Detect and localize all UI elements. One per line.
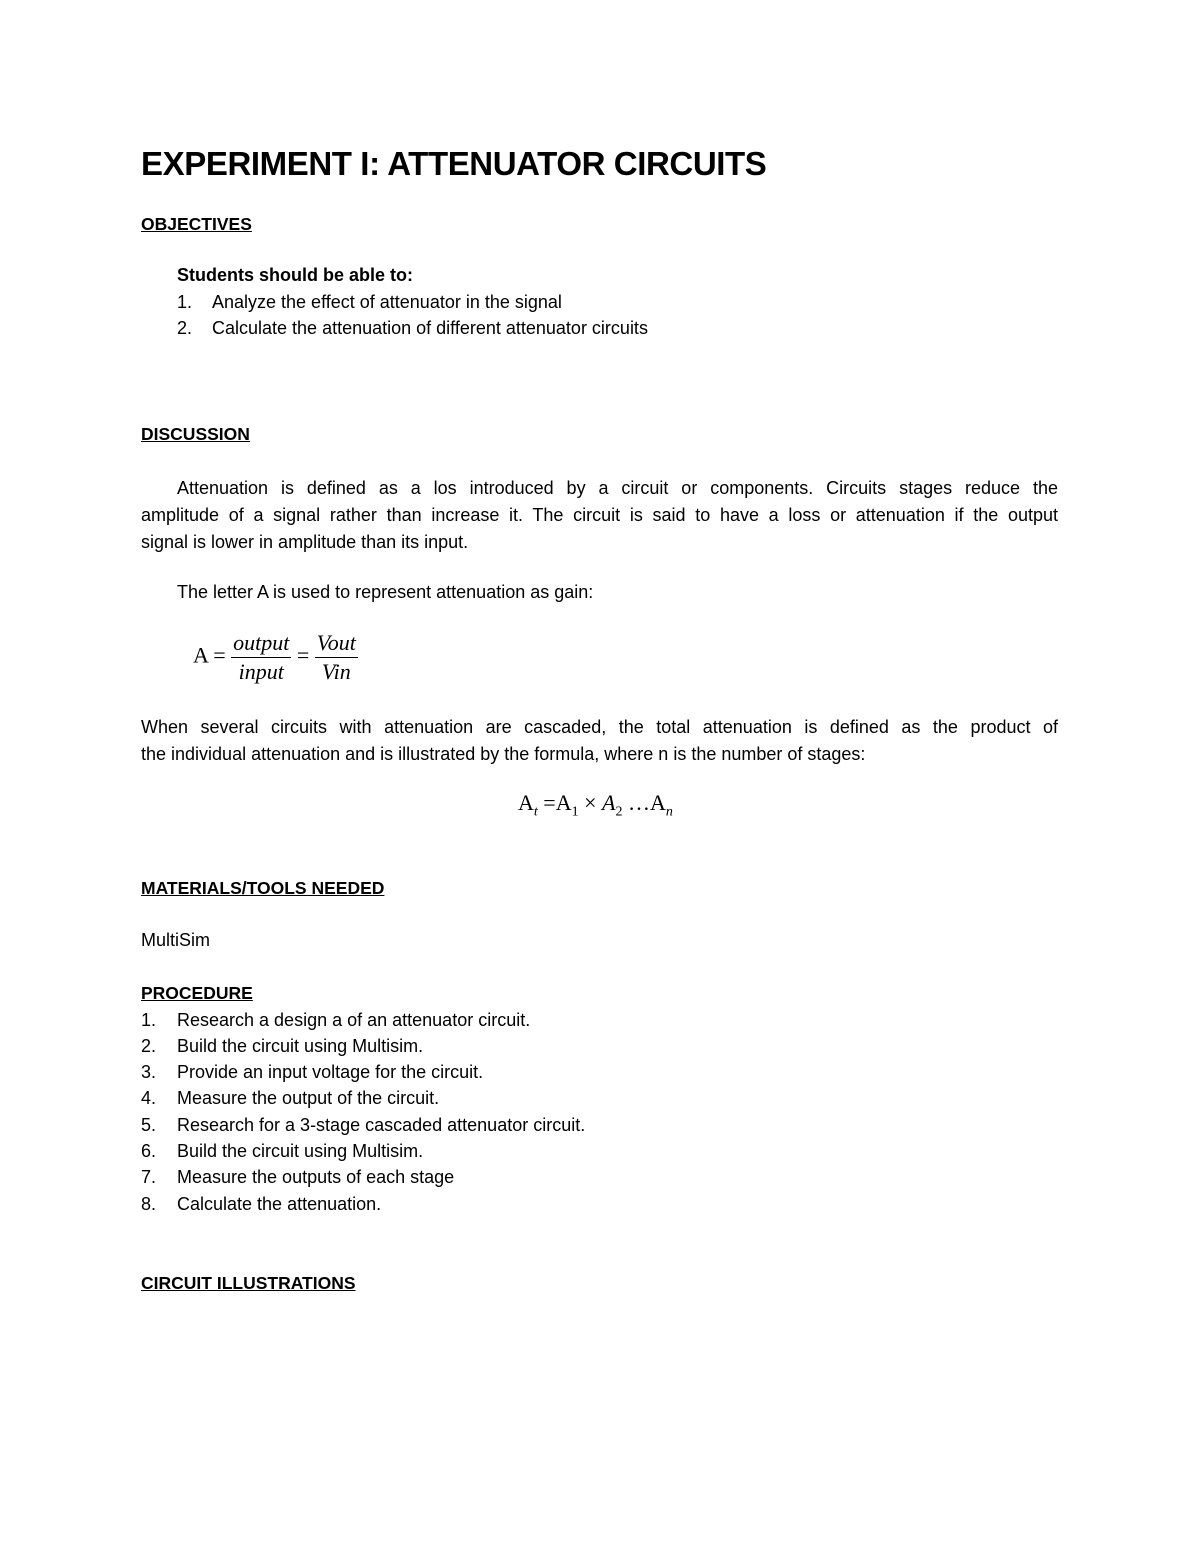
paragraph-line: Attenuation is defined as a los introduced by a circuit or components. Circuits stages reduce the	[177, 478, 1058, 498]
objective-item: Calculate the attenuation of different attenuator circuits	[212, 318, 648, 338]
formula-subscript: n	[665, 804, 673, 820]
formula-times: ×	[584, 790, 597, 815]
procedure-step: Build the circuit using Multisim.	[177, 1036, 424, 1056]
formula-ellipsis: …	[627, 790, 650, 815]
objective-number: 1.	[177, 292, 193, 312]
formula-term: A	[649, 790, 666, 815]
page-title: EXPERIMENT I: ATTENUATOR CIRCUITS	[141, 145, 767, 182]
discussion-paragraph-3	[141, 714, 1058, 768]
formula-fraction-vout-vin	[315, 630, 358, 685]
formula-term: A	[602, 790, 616, 815]
discussion-paragraph-1	[141, 475, 1058, 556]
illustrations-heading: CIRCUIT ILLUSTRATIONS	[141, 1273, 356, 1293]
procedure-step: Build the circuit using Multisim.	[177, 1141, 424, 1161]
formula-term: A	[555, 790, 572, 815]
procedure-step: Measure the outputs of each stage	[177, 1167, 455, 1187]
objective-number: 2.	[177, 318, 193, 338]
procedure-step: Measure the output of the circuit.	[177, 1088, 440, 1108]
procedure-step-number: 2.	[141, 1036, 157, 1056]
procedure-step-number: 8.	[141, 1194, 157, 1214]
procedure-step: Research for a 3-stage cascaded attenuator circuit.	[177, 1115, 586, 1135]
materials-heading: MATERIALS/TOOLS NEEDED	[141, 878, 385, 898]
procedure-step-number: 4.	[141, 1088, 157, 1108]
formula-term: A	[518, 790, 534, 815]
objectives-intro: Students should be able to:	[177, 265, 414, 285]
formula-lhs: A	[193, 642, 208, 668]
formula-equals: =	[213, 642, 226, 668]
fraction-denominator: Vin	[321, 659, 351, 684]
paragraph-line: amplitude of a signal rather than increase it. The circuit is said to have a loss or attenuation if the output	[141, 505, 1058, 525]
formula-subscript: 2	[615, 804, 623, 820]
formula-fraction-output-input	[231, 630, 291, 685]
paragraph-line: the individual attenuation and is illustrated by the formula, where n is the number of stages:	[141, 744, 866, 764]
procedure-step-number: 7.	[141, 1167, 157, 1187]
paragraph-line: signal is lower in amplitude than its input.	[141, 532, 469, 552]
formula-subscript: t	[533, 804, 538, 820]
fraction-denominator: input	[238, 659, 284, 684]
attenuation-formula	[193, 630, 358, 685]
discussion-heading: DISCUSSION	[141, 424, 250, 444]
procedure-step-number: 1.	[141, 1010, 157, 1030]
procedure-step-number: 6.	[141, 1141, 157, 1161]
formula-equals: =	[543, 790, 556, 815]
procedure-step: Research a design a of an attenuator circuit.	[177, 1010, 531, 1030]
total-attenuation-formula	[518, 790, 673, 820]
formula-subscript: 1	[571, 804, 579, 820]
procedure-step: Calculate the attenuation.	[177, 1194, 382, 1214]
discussion-paragraph-2: The letter A is used to represent attenuation as gain:	[177, 582, 594, 602]
procedure-step: Provide an input voltage for the circuit.	[177, 1062, 484, 1082]
objective-item: Analyze the effect of attenuator in the signal	[212, 292, 562, 312]
paragraph-line: When several circuits with attenuation are cascaded, the total attenuation is defined as the product of	[141, 717, 1058, 737]
procedure-step-number: 3.	[141, 1062, 157, 1082]
formula-equals: =	[296, 642, 310, 668]
procedure-heading: PROCEDURE	[141, 983, 253, 1003]
materials-item: MultiSim	[141, 930, 211, 950]
fraction-numerator: Vout	[315, 630, 358, 658]
procedure-step-number: 5.	[141, 1115, 157, 1135]
objectives-heading: OBJECTIVES	[141, 214, 252, 234]
fraction-numerator: output	[231, 630, 291, 658]
